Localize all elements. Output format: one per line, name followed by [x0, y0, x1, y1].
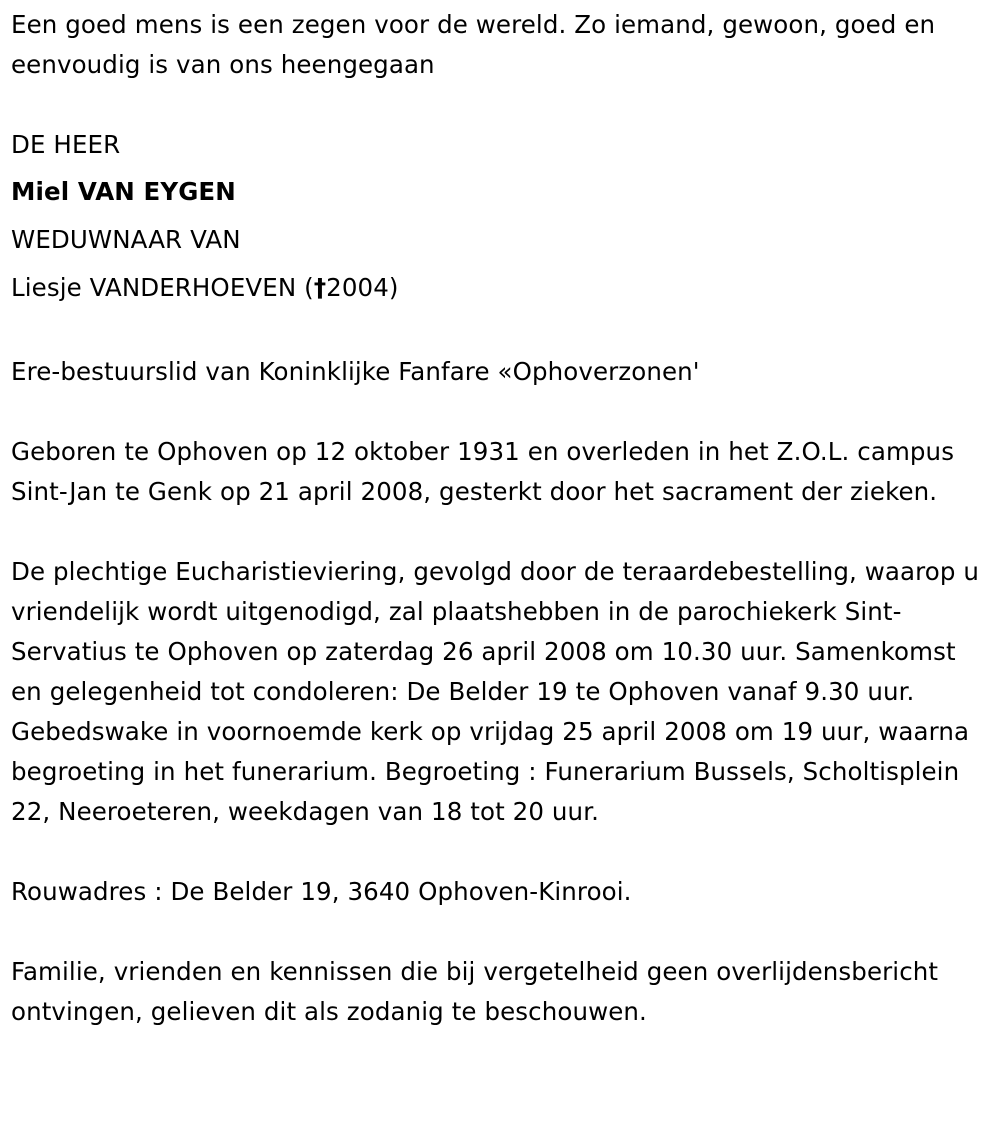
deceased-section: [11, 125, 990, 312]
title-line: DE HEER: [11, 130, 121, 159]
honorary-section: [11, 352, 990, 392]
intro-text: Een goed mens is een zegen voor de wereld. Zo iemand, gewoon, goed en eenvoudig is van ons heengegaan: [11, 10, 936, 79]
birth-death-section: [11, 432, 990, 512]
family-note-text: Familie, vrienden en kennissen die bij vergetelheid geen overlijdensbericht ontvingen, gelieven dit als zodanig te beschouwen.: [11, 957, 939, 1026]
deceased-name: Miel VAN EYGEN: [11, 177, 236, 206]
family-section: [11, 952, 990, 1032]
spouse-line: [11, 264, 990, 312]
intro-section: [11, 5, 990, 85]
honorary-text: Ere-bestuurslid van Koninklijke Fanfare «Ophoverzonen': [11, 357, 700, 386]
spouse-year: 2004): [326, 273, 399, 302]
address-section: [11, 872, 990, 912]
spouse-name: Liesje VANDERHOEVEN (: [11, 273, 314, 302]
address-text: Rouwadres : De Belder 19, 3640 Ophoven-Kinrooi.: [11, 877, 632, 906]
cross-icon: †: [313, 273, 327, 302]
birth-death-text: Geboren te Ophoven op 12 oktober 1931 en overleden in het Z.O.L. campus Sint-Jan te Genk op 21 april 2008, gesterkt door het sacrament der zieken.: [11, 437, 955, 506]
widower-line: WEDUWNAAR VAN: [11, 225, 241, 254]
ceremony-text: De plechtige Eucharistieviering, gevolgd door de teraardebestelling, waarop u vriendelijk wordt uitgenodigd, zal plaatshebben in de parochiekerk Sint-Servatius te Ophoven op zaterdag 26 april 2008 om 10.30 uur. Samenkomst en gelegenheid tot condoleren: De Belder 19 te Ophoven vanaf 9.30 uur. Gebedswake in voornoemde kerk op vrijdag 25 april 2008 om 19 uur, waarna begroeting in het funerarium. Begroeting : Funerarium Bussels, Scholtisplein 22, Neeroeteren, weekdagen van 18 tot 20 uur.: [11, 557, 980, 826]
ceremony-section: [11, 552, 990, 832]
